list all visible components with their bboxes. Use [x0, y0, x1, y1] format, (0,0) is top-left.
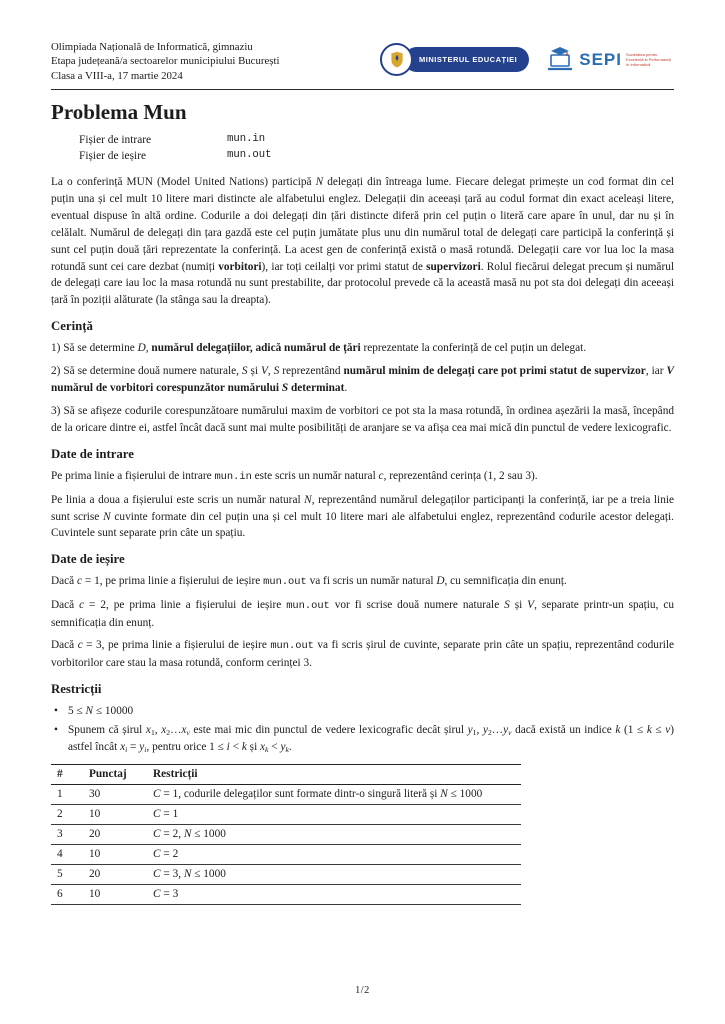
document-header: [51, 40, 674, 83]
cell-restriction: C = 2, N ≤ 1000: [153, 828, 226, 841]
header-line-olympiad: Olimpiada Națională de Informatică, gimnaziu: [51, 41, 253, 53]
table-row: [51, 824, 521, 844]
cell-restriction: C = 2: [153, 848, 179, 861]
cell-number: 4: [57, 848, 63, 861]
ministry-label: MINISTERUL EDUCAȚIEI: [419, 54, 518, 64]
ministry-coat-of-arms-icon: [380, 43, 413, 76]
input-file-label: Fișier de intrare: [79, 133, 152, 146]
section-heading-input: Date de intrare: [51, 447, 134, 461]
cell-restriction: C = 1: [153, 808, 179, 821]
page-number: 1/2: [355, 985, 370, 996]
cell-number: 5: [57, 868, 63, 881]
cell-points: 30: [89, 788, 101, 801]
column-header-points: Punctaj: [89, 768, 127, 781]
table-row: [51, 864, 521, 884]
input-file-row: [79, 132, 674, 149]
sepi-wordmark: SEPI: [579, 49, 622, 69]
section-heading-output: Date de ieșire: [51, 552, 125, 567]
sepi-laptop-cap-icon: [545, 45, 575, 73]
restriction-bullet-1: • 5 ≤ N ≤ 10000: [51, 703, 674, 720]
cell-points: 10: [89, 888, 101, 901]
output-file-row: [79, 148, 674, 165]
input-file-name: mun.in: [227, 132, 266, 145]
output-file-label: Fișier de ieșire: [79, 150, 147, 163]
cell-number: 6: [57, 888, 63, 901]
shield-icon: [389, 50, 405, 69]
scoring-table-header-row: [51, 764, 521, 784]
ministry-logo: [380, 42, 529, 76]
output-paragraph-2: Dacă c = 2, pe prima linie a fișierului de ieșire mun.out vor fi scrise două numere naturale S și V, separate printr-un spațiu, cu semnificația din enunț.: [51, 598, 674, 629]
cerinta-item-1: 1) Să se determine D, numărul delegațiilor, adică numărul de țări reprezentate la conferință de cel puțin un delegat.: [51, 342, 587, 355]
ministry-label-pill: [404, 47, 529, 72]
table-row: [51, 884, 521, 904]
header-logos: [380, 40, 674, 76]
restrictions-list: [51, 703, 674, 756]
intro-paragraph: La o conferință MUN (Model United Nations) participă N delegați din întreaga lume. Fiecare delegat primește un cod format din cel puțin una și cel mult 10 litere mari distincte ale alfabetului englez. Delegații din aceeași țară au codul format din exact aceleași litere, eventual dispuse în altă ordine. Codurile a doi delegați din țări distincte diferă prin cel puțin o literă care apare în unul, dar nu și în celălalt. Numărul de delegați din țara gazdă este cel puțin jumătate plus unu din numărul total de delegați care participă la conferință și sunt cel puțin două țări reprezentate la conferință. La acest gen de conferință există o masă rotundă. Delegații care vor lua loc la masa rotundă sunt cei care dezbat (numiți vorbitori), iar toți ceilalți vor primi statut de supervizori. Rolul fiecărui delegat precum și numărul de delegați care iau loc la masa rotundă nu sunt prestabilite, dar protocolul prevede că la această masă nu pot sta doi delegați din aceeași țară în poziții alăturate (la stânga sau la dreapta).: [51, 175, 674, 307]
output-file-name: mun.out: [227, 149, 272, 162]
column-header-number: #: [57, 768, 63, 781]
output-paragraph-1: Dacă c = 1, pe prima linie a fișierului de ieșire mun.out va fi scris un număr natural D, cu semnificația din enunț.: [51, 575, 567, 589]
header-text-block: [51, 40, 279, 83]
cell-restriction: C = 3, N ≤ 1000: [153, 868, 226, 881]
cerinta-item-2: 2) Să se determine două numere naturale, S și V, S reprezentând numărul minim de delegați care pot primi statut de supervizor, iar V numărul de vorbitori corespunzător numărului S determinat.: [51, 365, 674, 395]
cell-number: 3: [57, 828, 63, 841]
cell-number: 2: [57, 808, 63, 821]
cell-points: 10: [89, 848, 101, 861]
cell-number: 1: [57, 788, 63, 801]
header-divider: [51, 89, 674, 90]
column-header-restrictions: Restricții: [153, 768, 198, 781]
output-paragraph-3: Dacă c = 3, pe prima linie a fișierului de ieșire mun.out va fi scris șirul de cuvinte, separate prin câte un spațiu, reprezentând codurile vorbitorilor care stau la masa rotundă, conform cerinței 3.: [51, 639, 674, 670]
header-line-stage: Etapa județeană/a sectoarelor municipiului București: [51, 55, 280, 68]
sepi-tagline: Societatea pentru Excelență și Performanță în Informatică: [626, 51, 671, 67]
page-title: Problema Mun: [51, 99, 187, 124]
scoring-table: [51, 764, 521, 905]
input-paragraph-2: Pe linia a doua a fișierului este scris un număr natural N, reprezentând numărul delegaților participanți la conferință, iar pe a treia linie sunt scrise N cuvinte formate din cel puțin una și cel mult 10 litere mari ale alfabetului englez, reprezentând codurile acestor delegați. Cuvintele sunt separate prin câte un spațiu.: [51, 493, 674, 540]
cell-points: 10: [89, 808, 101, 821]
cerinta-item-3: 3) Să se afișeze codurile corespunzătoare numărului maxim de vorbitori ce pot sta la masa rotundă, în ordinea așezării la masă, începând de la oricare dintre ei, astfel încât dacă sunt mai multe posibilități de aranjare se va afișa cea mai mică din punctul de vedere lexicografic.: [51, 405, 674, 435]
cell-points: 20: [89, 828, 101, 841]
cell-restriction: C = 1, codurile delegaților sunt formate dintr-o singură literă și N ≤ 1000: [153, 788, 483, 801]
cell-restriction: C = 3: [153, 888, 179, 901]
table-row: [51, 844, 521, 864]
table-row: [51, 804, 521, 824]
restriction-bullet-2: • Spunem că șirul x1, x2…xv este mai mic din punctul de vedere lexicografic decât șirul y1, y2…yv dacă există un indice k (1 ≤ k ≤ v) astfel încât xi = yi, pentru orice 1 ≤ i < k și xk < yk.: [51, 722, 674, 756]
input-paragraph-1: Pe prima linie a fișierului de intrare mun.in este scris un număr natural c, reprezentând cerința (1, 2 sau 3).: [51, 470, 538, 483]
header-line-class-date: Clasa a VIII-a, 17 martie 2024: [51, 69, 183, 82]
io-block: [79, 132, 674, 165]
table-row: [51, 784, 521, 804]
cell-points: 20: [89, 868, 101, 881]
sepi-logo: [545, 45, 674, 73]
section-heading-cerinta: Cerință: [51, 319, 93, 334]
section-heading-restrictions: Restricții: [51, 682, 102, 696]
